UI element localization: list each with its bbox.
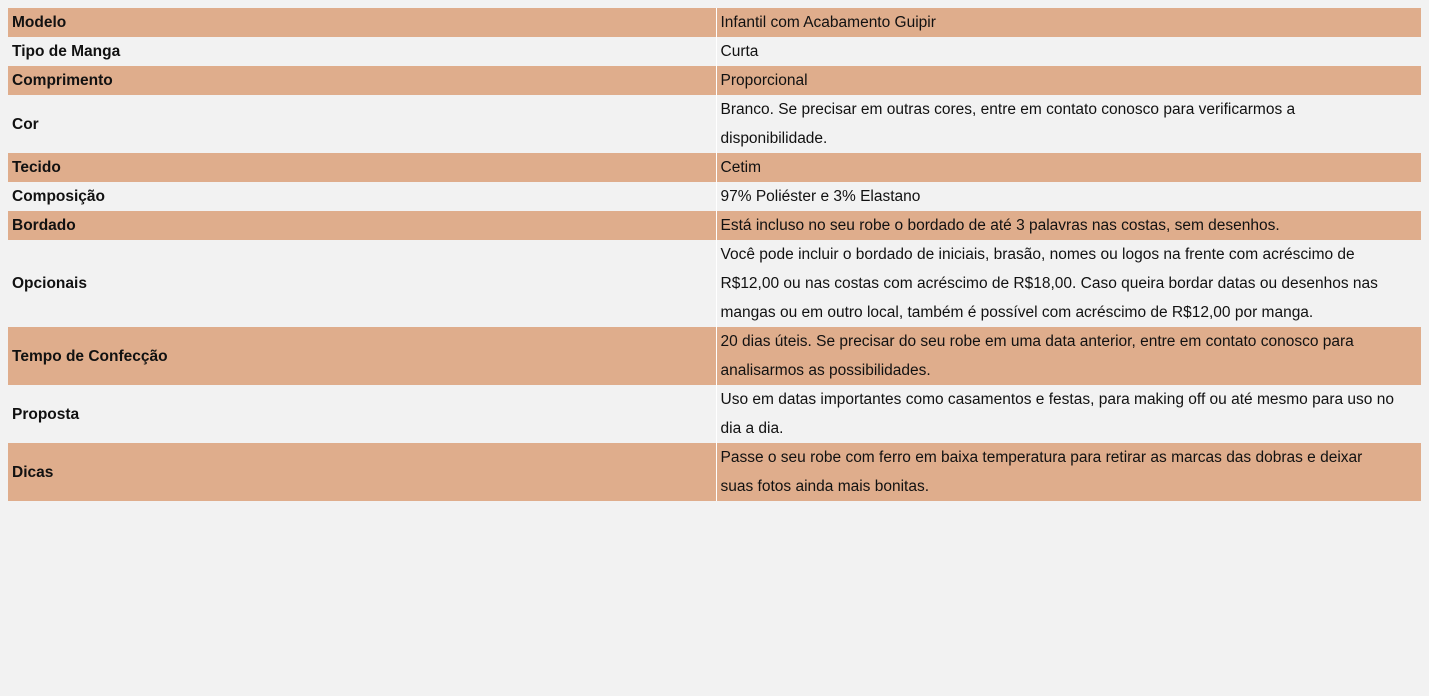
spec-label: Dicas: [8, 443, 716, 501]
spec-label: Bordado: [8, 211, 716, 240]
product-spec-table: [8, 8, 1421, 501]
spec-row-tempo-de-confeccao: [8, 327, 1421, 385]
spec-label: Comprimento: [8, 66, 716, 95]
spec-value: Você pode incluir o bordado de iniciais, brasão, nomes ou logos na frente com acréscimo de R$12,00 ou nas costas com acréscimo de R$18,00. Caso queira bordar datas ou desenhos nas mangas ou em outro local, também é possível com acréscimo de R$12,00 por manga.: [716, 240, 1421, 327]
spec-row-modelo: [8, 8, 1421, 37]
spec-row-opcionais: [8, 240, 1421, 327]
spec-value: Curta: [716, 37, 1421, 66]
spec-label: Proposta: [8, 385, 716, 443]
spec-label: Composição: [8, 182, 716, 211]
spec-value: 20 dias úteis. Se precisar do seu robe em uma data anterior, entre em contato conosco para analisarmos as possibilidades.: [716, 327, 1421, 385]
spec-label: Cor: [8, 95, 716, 153]
spec-value: Está incluso no seu robe o bordado de até 3 palavras nas costas, sem desenhos.: [716, 211, 1421, 240]
spec-row-dicas: [8, 443, 1421, 501]
spec-label: Tecido: [8, 153, 716, 182]
spec-value: 97% Poliéster e 3% Elastano: [716, 182, 1421, 211]
spec-row-tecido: [8, 153, 1421, 182]
spec-label: Modelo: [8, 8, 716, 37]
spec-label: Tipo de Manga: [8, 37, 716, 66]
spec-value: Passe o seu robe com ferro em baixa temperatura para retirar as marcas das dobras e deixar suas fotos ainda mais bonitas.: [716, 443, 1421, 501]
spec-label: Opcionais: [8, 240, 716, 327]
spec-value: Branco. Se precisar em outras cores, entre em contato conosco para verificarmos a disponibilidade.: [716, 95, 1421, 153]
spec-row-cor: [8, 95, 1421, 153]
spec-value: Proporcional: [716, 66, 1421, 95]
spec-row-comprimento: [8, 66, 1421, 95]
spec-row-proposta: [8, 385, 1421, 443]
spec-value: Uso em datas importantes como casamentos e festas, para making off ou até mesmo para uso no dia a dia.: [716, 385, 1421, 443]
spec-value: Cetim: [716, 153, 1421, 182]
spec-row-tipo-de-manga: [8, 37, 1421, 66]
spec-label: Tempo de Confecção: [8, 327, 716, 385]
spec-row-composicao: [8, 182, 1421, 211]
spec-value: Infantil com Acabamento Guipir: [716, 8, 1421, 37]
spec-row-bordado: [8, 211, 1421, 240]
